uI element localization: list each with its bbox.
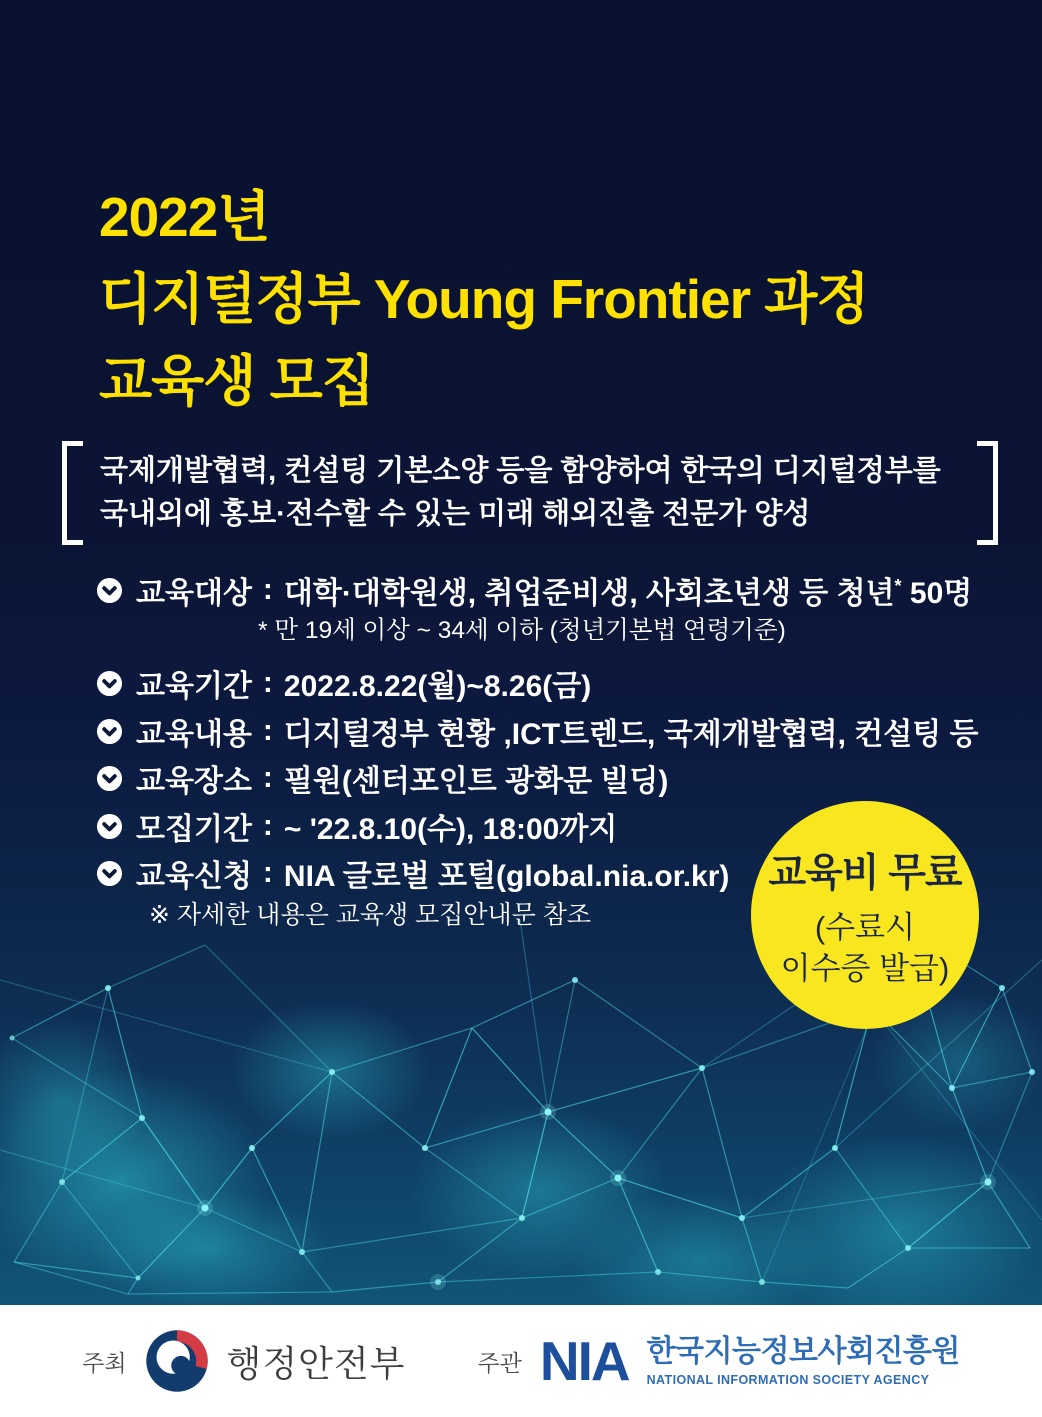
detail-row-content	[96, 709, 979, 753]
detail-colon: :	[262, 573, 273, 606]
chevron-circle-icon	[96, 577, 123, 604]
detail-row-target-audience	[96, 568, 972, 612]
right-bracket-decoration	[977, 441, 998, 545]
badge-line-3: 이수증 발급)	[780, 950, 950, 986]
title-line-1: 2022년	[99, 186, 270, 248]
detail-label: 교육장소	[136, 765, 252, 798]
title-line-3: 교육생 모집	[99, 350, 374, 412]
chevron-circle-icon	[96, 670, 123, 697]
footer	[0, 1305, 1042, 1417]
detail-value	[284, 568, 972, 612]
detail-label: 교육신청	[136, 860, 252, 893]
host-group	[82, 1329, 405, 1393]
chevron-circle-icon	[96, 813, 123, 840]
detail-row-how-to-apply	[96, 851, 729, 895]
organizer-name-korean: 한국지능정보사회진흥원	[646, 1335, 960, 1369]
intro-block	[62, 441, 998, 545]
organizer-names	[647, 1335, 960, 1387]
detail-colon: :	[262, 761, 273, 794]
intro-line-2: 국내외에 홍보·전수할 수 있는 미래 해외진출 전문가 양성	[100, 498, 811, 530]
free-tuition-badge	[751, 801, 979, 1029]
detail-label: 교육내용	[136, 718, 252, 751]
nia-logo: NIA	[539, 1329, 629, 1392]
detail-label: 모집기간	[136, 813, 252, 846]
intro-line-1: 국제개발협력, 컨설팅 기본소양 등을 함양하여 한국의 디지털정부를	[100, 455, 941, 487]
title-line-2: 디지털정부 Young Frontier 과정	[99, 268, 869, 330]
organizer-name-english: NATIONAL INFORMATION SOCIETY AGENCY	[646, 1372, 930, 1387]
detail-value: 디지털정부 현황 ,ICT트렌드, 국제개발협력, 컨설팅 등	[283, 718, 979, 751]
intro-text	[100, 441, 960, 545]
host-name: 행정안전부	[226, 1342, 406, 1384]
chevron-circle-icon	[96, 765, 123, 792]
detail-colon: :	[262, 714, 273, 747]
detail-value: 2022.8.22(월)~8.26(금)	[283, 670, 592, 703]
poster-title	[99, 176, 869, 422]
detail-row-period	[96, 661, 591, 705]
organizer-group	[477, 1329, 960, 1392]
korea-government-emblem-icon	[145, 1329, 209, 1393]
chevron-circle-icon	[96, 718, 123, 745]
detail-label: 교육대상	[136, 577, 252, 610]
detail-row-application-period	[96, 804, 617, 848]
detail-value-after: 50명	[901, 577, 973, 610]
detail-value: 필원(센터포인트 광화문 빌딩)	[283, 765, 669, 798]
chevron-circle-icon	[96, 860, 123, 887]
badge-line-1: 교육비 무료	[768, 851, 962, 895]
detail-superscript: *	[894, 576, 902, 596]
detail-label: 교육기간	[136, 670, 252, 703]
reference-footnote: ※ 자세한 내용은 교육생 모집안내문 참조	[149, 901, 592, 929]
organizer-label: 주관	[477, 1349, 522, 1376]
left-bracket-decoration	[62, 441, 83, 545]
detail-colon: :	[262, 856, 273, 889]
detail-value-text: 대학·대학원생, 취업준비생, 사회초년생 등 청년	[283, 577, 895, 610]
detail-value: NIA 글로벌 포털(global.nia.or.kr)	[283, 860, 730, 893]
detail-value: ~ '22.8.10(수), 18:00까지	[283, 813, 618, 846]
detail-row-venue	[96, 756, 668, 800]
host-label: 주최	[82, 1349, 127, 1376]
detail-colon: :	[262, 666, 273, 699]
detail-colon: :	[262, 809, 273, 842]
age-note: * 만 19세 이상 ~ 34세 이하 (청년기본법 연령기준)	[258, 617, 786, 644]
badge-line-2: (수료시	[814, 909, 916, 945]
